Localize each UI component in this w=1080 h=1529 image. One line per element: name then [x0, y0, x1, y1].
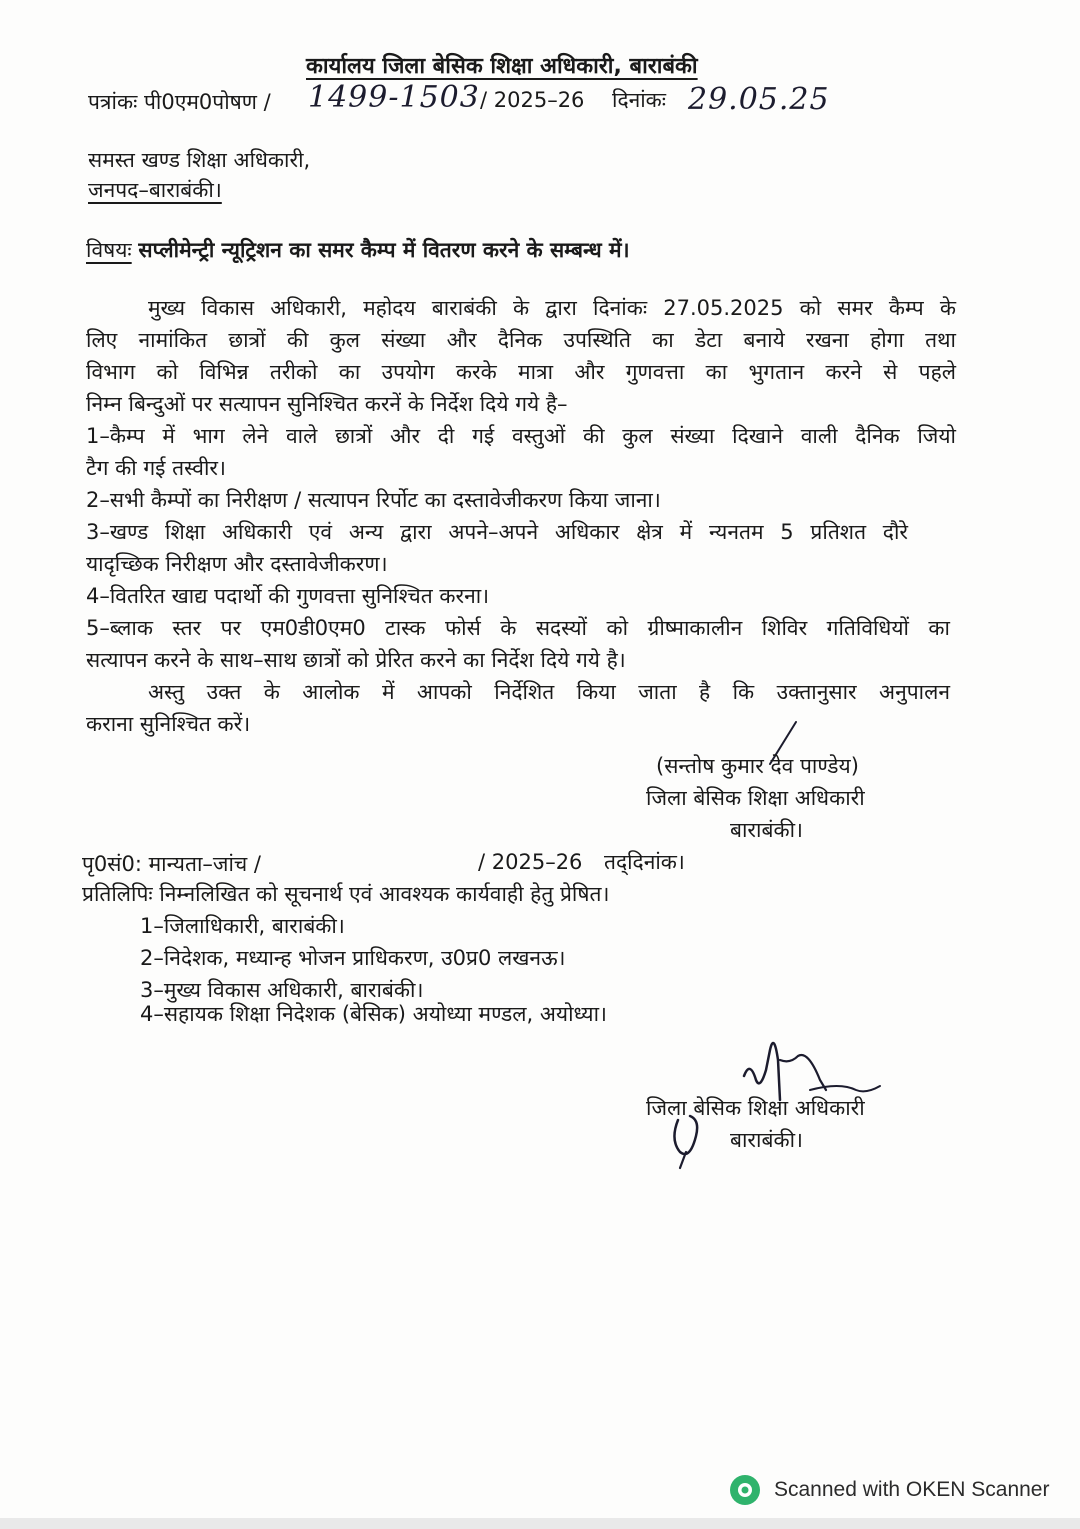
subject-line [86, 236, 630, 264]
intro-line-1: मुख्य विकास अधिकारी, महोदय बाराबंकी के द्वारा दिनांकः 27.05.2025 को समर कैम्प के [148, 296, 956, 320]
signatory-place: बाराबंकी। [730, 818, 803, 842]
addressee-line2: जनपद–बाराबंकी। [88, 178, 222, 202]
subject-text: सप्लीमेन्ट्री न्यूट्रिशन का समर कैम्प में वितरण करने के सम्बन्ध में। [138, 238, 630, 262]
point-3-line-2: यादृच्छिक निरीक्षण और दस्तावेजीकरण। [86, 552, 388, 576]
scanner-watermark [728, 1473, 1049, 1507]
subject-label: विषयः [86, 238, 132, 262]
final-designation: जिला बेसिक शिक्षा अधिकारी [646, 1096, 865, 1120]
copy-item-4: 4–सहायक शिक्षा निदेशक (बेसिक) अयोध्या मण्डल, अयोध्या। [140, 1002, 608, 1026]
intro-line-4: निम्न बिन्दुओं पर सत्यापन सुनिश्चित करनें के निर्देश दिये गये है– [86, 392, 568, 416]
date-handwritten: 29.05.25 [688, 82, 830, 117]
date-label: दिनांकः [612, 88, 667, 112]
closing-line-2: कराना सुनिश्चित करें। [86, 712, 251, 736]
closing-line-1: अस्तु उक्त के आलोक में आपको निर्देशित किया जाता है कि उक्तानुसार अनुपालन [148, 680, 950, 704]
point-5-line-1: 5–ब्लाक स्तर पर एम0डी0एम0 टास्क फोर्स के सदस्यों को ग्रीष्माकालीन शिविर गतिविधियों का [86, 616, 950, 640]
copy-item-1: 1–जिलाधिकारी, बाराबंकी। [140, 914, 345, 938]
point-4: 4–वितरित खाद्य पदार्थो की गुणवत्ता सुनिश्चित करना। [86, 584, 490, 608]
office-title: कार्यालय जिला बेसिक शिक्षा अधिकारी, बाराबंकी [306, 54, 698, 79]
final-place: बाराबंकी। [730, 1128, 803, 1152]
point-1-line-2: टैग की गई तस्वीर। [86, 456, 226, 480]
ref-label: पत्रांकः पी0एम0पोषण / [88, 90, 271, 114]
copy-item-3: 3–मुख्य विकास अधिकारी, बाराबंकी। [140, 978, 424, 1002]
point-1-line-1: 1–कैम्प में भाग लेने वाले छात्रों और दी गई वस्तुओं की कुल संख्या दिखाने वाली दैनिक जियो [86, 424, 956, 448]
point-2: 2–सभी कैम्पों का निरीक्षण / सत्यापन रिर्पोट का दस्तावेजीकरण किया जाना। [86, 488, 661, 512]
signature-block [656, 752, 859, 780]
intro-line-3: विभाग को विभिन्न तरीको का उपयोग करके मात्रा और गुणवत्ता का भुगतान करने से पहले [86, 360, 956, 384]
scanner-watermark-text: Scanned with OKEN Scanner [774, 1478, 1050, 1501]
scan-bottom-edge [0, 1518, 1080, 1529]
copy-label: प्रतिलिपिः निम्नलिखित को सूचनार्थ एवं आवश्यक कार्यवाही हेतु प्रेषित। [82, 882, 610, 906]
intro-line-2: लिए नामांकित छात्रों की कुल संख्या और दैनिक उपस्थिति का डेटा बनाये रखना होगा तथा [86, 328, 956, 352]
oken-scanner-logo-icon [728, 1473, 762, 1507]
endorsement-ref-year: / 2025–26 [478, 850, 583, 874]
addressee-line1: समस्त खण्ड शिक्षा अधिकारी, [88, 148, 311, 172]
endorsement-ref-label: पृ0सं0: मान्यता–जांच / [82, 852, 261, 876]
ref-year: / 2025–26 [480, 88, 585, 112]
copy-item-2: 2–निदेशक, मध्यान्ह भोजन प्राधिकरण, उ0प्र0 लखनऊ। [140, 946, 566, 970]
point-5-line-2: सत्यापन करने के साथ–साथ छात्रों को प्रेरित करने का निर्देश दिये गये है। [86, 648, 626, 672]
endorsement-date: तद्‌दिनांक। [604, 850, 685, 874]
point-3-line-1: 3–खण्ड शिक्षा अधिकारी एवं अन्य द्वारा अपने–अपने अधिकार क्षेत्र में न्यनतम 5 प्रतिशत दौरे [86, 520, 908, 544]
ref-number-handwritten: 1499-1503 [308, 80, 480, 115]
signatory-designation: जिला बेसिक शिक्षा अधिकारी [646, 786, 865, 810]
signatory-name: (सन्तोष कुमार देव पाण्डेय) [656, 754, 859, 778]
